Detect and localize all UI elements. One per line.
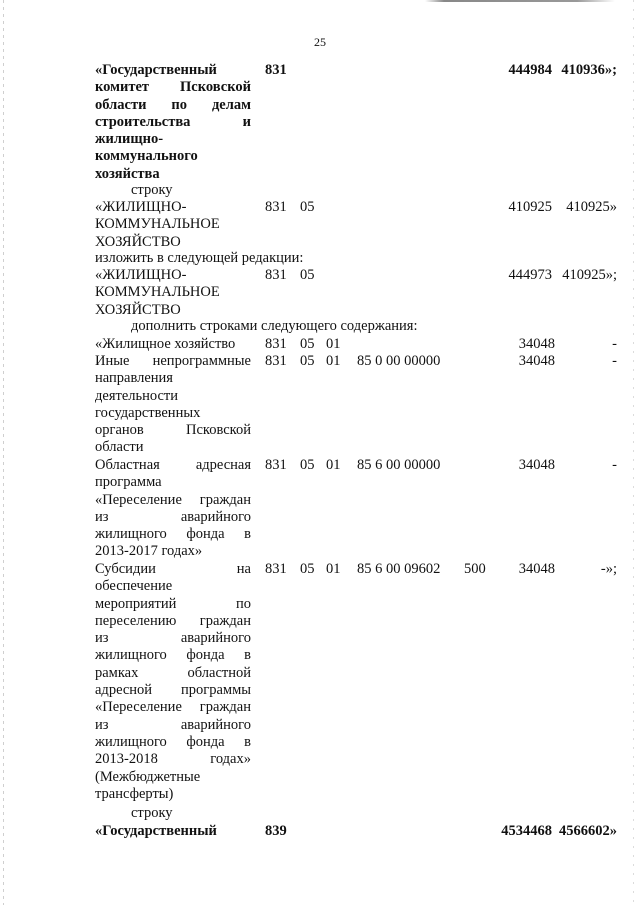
name-line: из аварийного — [95, 716, 251, 733]
name-line: из аварийного — [95, 508, 251, 525]
name-line: Иные непрограммные — [95, 353, 251, 369]
row-name-nonprogram — [95, 353, 251, 457]
name-line: жилищного фонда в — [95, 526, 251, 543]
ministry-code: 831 — [265, 267, 287, 283]
value-2016: 410925 — [508, 199, 552, 215]
name-line: КОММУНАЛЬНОЕ — [95, 216, 220, 233]
name-line: из аварийного — [95, 630, 251, 647]
name-line: коммунального — [95, 148, 198, 165]
name-line: комитет Псковской — [95, 79, 251, 96]
section-code: 05 — [300, 353, 315, 369]
name-line: направления — [95, 370, 173, 387]
ministry-code: 831 — [265, 62, 287, 78]
name-line: Субсидии на — [95, 561, 251, 577]
name-line: области — [95, 439, 144, 456]
section-code: 05 — [300, 457, 315, 473]
subsection-code: 01 — [326, 561, 341, 577]
name-line: «Государственный — [95, 62, 217, 78]
name-line: ХОЗЯЙСТВО — [95, 233, 181, 250]
value-2017: -»; — [600, 561, 617, 577]
value-2016: 34048 — [518, 457, 555, 473]
row-name-committee — [95, 62, 251, 183]
value-2016: 4534468 — [501, 823, 552, 839]
name-line: обеспечение — [95, 578, 173, 595]
name-line: рамках областной — [95, 664, 251, 681]
name-line: «Переселение граждан — [95, 491, 251, 508]
value-2017: 410925» — [566, 199, 617, 215]
name-line: ХОЗЯЙСТВО — [95, 301, 181, 318]
section-code: 05 — [300, 267, 315, 283]
name-line: жилищного фонда в — [95, 647, 251, 664]
row-name-housing-old — [95, 199, 251, 251]
ministry-code: 831 — [265, 199, 287, 215]
row-name-housing-sub: «Жилищное хозяйство — [95, 336, 236, 352]
value-2017: 410925»; — [562, 267, 617, 283]
name-line: мероприятий по — [95, 595, 251, 612]
expense-type-code: 500 — [464, 561, 486, 577]
row-name-subsidies — [95, 561, 251, 803]
value-2016: 34048 — [518, 561, 555, 577]
section-code: 05 — [300, 199, 315, 215]
name-line: трансферты) — [95, 785, 174, 802]
name-line: «Переселение граждан — [95, 699, 251, 716]
value-2017: - — [612, 353, 617, 369]
scan-top-mark — [425, 0, 615, 2]
section-code: 05 — [300, 336, 315, 352]
value-2016: 34048 — [518, 336, 555, 352]
name-line: «ЖИЛИЩНО- — [95, 199, 187, 215]
name-line: хозяйства — [95, 165, 160, 182]
value-2017: - — [612, 457, 617, 473]
ministry-code: 831 — [265, 457, 287, 473]
name-line: 2013-2018 годах» — [95, 751, 251, 768]
name-line: государственных — [95, 404, 201, 421]
name-line: жилищно- — [95, 131, 164, 148]
ministry-code: 831 — [265, 353, 287, 369]
ministry-code: 831 — [265, 336, 287, 352]
scan-edge-right — [633, 0, 634, 905]
name-line: Областная адресная — [95, 457, 251, 473]
name-line: адресной программы — [95, 682, 251, 699]
value-2017: 410936»; — [561, 62, 617, 78]
row-name-program — [95, 457, 251, 561]
name-line: органов Псковской — [95, 422, 251, 439]
name-line: 2013-2017 годах» — [95, 543, 203, 560]
value-2016: 444984 — [508, 62, 552, 78]
subsection-code: 01 — [326, 353, 341, 369]
instruction-text: дополнить строками следующего содержания: — [131, 318, 418, 334]
name-line: переселению граждан — [95, 612, 251, 629]
ministry-code: 831 — [265, 561, 287, 577]
section-code: 05 — [300, 561, 315, 577]
scan-edge-left — [3, 0, 4, 905]
row-name-housing-new — [95, 267, 251, 319]
name-line: области по делам — [95, 96, 251, 113]
target-code: 85 6 00 09602 — [357, 561, 441, 577]
instruction-text: строку — [131, 805, 173, 821]
value-2017: 4566602» — [559, 823, 617, 839]
name-line: (Межбюджетные — [95, 768, 201, 785]
page-number: 25 — [314, 35, 326, 49]
name-line: программа — [95, 474, 162, 491]
value-2017: - — [612, 336, 617, 352]
name-line: КОММУНАЛЬНОЕ — [95, 284, 220, 301]
name-line: строительства и — [95, 113, 251, 130]
name-line: «ЖИЛИЩНО- — [95, 267, 187, 283]
value-2016: 34048 — [518, 353, 555, 369]
target-code: 85 6 00 00000 — [357, 457, 441, 473]
row-name-state-next: «Государственный — [95, 823, 217, 839]
instruction-text: изложить в следующей редакции: — [95, 250, 304, 266]
name-line: жилищного фонда в — [95, 733, 251, 750]
subsection-code: 01 — [326, 457, 341, 473]
value-2016: 444973 — [508, 267, 552, 283]
target-code: 85 0 00 00000 — [357, 353, 441, 369]
subsection-code: 01 — [326, 336, 341, 352]
name-line: деятельности — [95, 387, 179, 404]
instruction-text: строку — [131, 182, 173, 198]
ministry-code: 839 — [265, 823, 287, 839]
